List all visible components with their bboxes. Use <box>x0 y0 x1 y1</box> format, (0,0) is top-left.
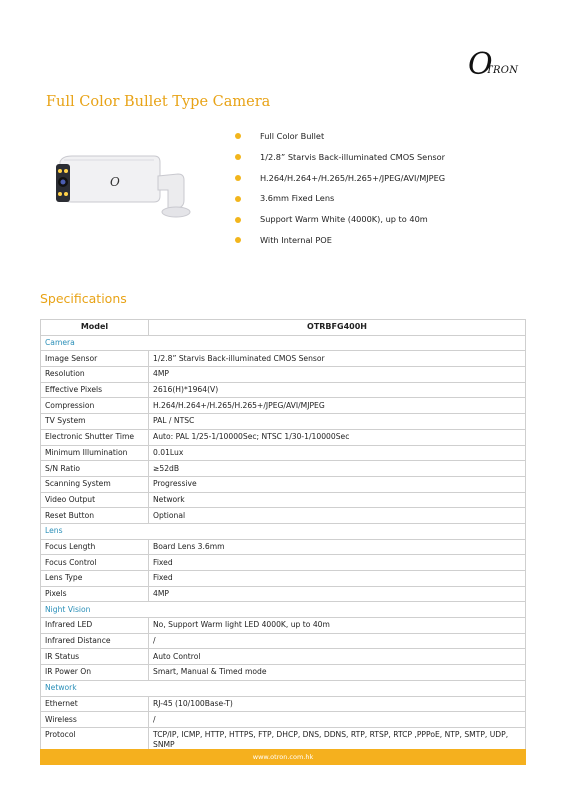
table-row <box>41 351 526 367</box>
table-row <box>41 633 526 649</box>
table-row <box>41 367 526 383</box>
feature-item <box>234 188 445 209</box>
spec-value: Progressive <box>149 476 526 492</box>
spec-value: Board Lens 3.6mm <box>149 539 526 555</box>
table-row <box>41 492 526 508</box>
spec-value: / <box>149 712 526 728</box>
bullet-icon <box>235 217 241 223</box>
feature-text: With Internal POE <box>260 234 332 245</box>
table-row <box>41 539 526 555</box>
spec-value: TCP/IP, ICMP, HTTP, HTTPS, FTP, DHCP, DNS, DDNS, RTP, RTSP, RTCP ,PPPoE, NTP, SMTP, UDP, SNMP <box>149 727 526 758</box>
table-row <box>41 429 526 445</box>
table-row <box>41 508 526 524</box>
spec-label: TV System <box>41 414 149 430</box>
spec-label: Pixels <box>41 586 149 602</box>
page-title: Full Color Bullet Type Camera <box>46 94 271 110</box>
feature-item <box>234 209 445 230</box>
spec-label: Infrared Distance <box>41 633 149 649</box>
spec-value: / <box>149 633 526 649</box>
spec-value: 4MP <box>149 367 526 383</box>
feature-text: 3.6mm Fixed Lens <box>260 193 335 204</box>
svg-text:O: O <box>110 175 120 189</box>
spec-value: Fixed <box>149 555 526 571</box>
table-row <box>41 414 526 430</box>
feature-item <box>234 147 445 168</box>
spec-value: Smart, Manual & Timed mode <box>149 665 526 681</box>
spec-value: PAL / NTSC <box>149 414 526 430</box>
table-row <box>41 665 526 681</box>
spec-label: Scanning System <box>41 476 149 492</box>
spec-label: Resolution <box>41 367 149 383</box>
spec-table-body <box>41 335 526 758</box>
spec-value: 2616(H)*1964(V) <box>149 382 526 398</box>
table-row <box>41 696 526 712</box>
spec-label: Protocol <box>41 727 149 758</box>
feature-item <box>234 230 445 251</box>
brand-logo <box>468 47 530 82</box>
table-row <box>41 398 526 414</box>
feature-text: Support Warm White (4000K), up to 40m <box>260 214 428 225</box>
section-label: Night Vision <box>41 602 526 618</box>
spec-value: Auto Control <box>149 649 526 665</box>
spec-label: S/N Ratio <box>41 461 149 477</box>
spec-value: Optional <box>149 508 526 524</box>
footer-website: www.otron.com.hk <box>40 749 526 765</box>
table-header-row <box>41 320 526 336</box>
logo-letter: O <box>468 47 493 82</box>
spec-label: Effective Pixels <box>41 382 149 398</box>
spec-label: Reset Button <box>41 508 149 524</box>
bullet-icon <box>235 133 241 139</box>
section-row <box>41 602 526 618</box>
spec-label: Infrared LED <box>41 618 149 634</box>
spec-value: 0.01Lux <box>149 445 526 461</box>
bullet-icon <box>235 154 241 160</box>
spec-table <box>40 319 526 759</box>
table-row <box>41 571 526 587</box>
feature-item <box>234 168 445 189</box>
spec-value: RJ-45 (10/100Base-T) <box>149 696 526 712</box>
spec-value: No, Support Warm light LED 4000K, up to 40m <box>149 618 526 634</box>
camera-image <box>50 150 200 220</box>
spec-value: Network <box>149 492 526 508</box>
header-model: Model <box>41 320 149 336</box>
feature-item <box>234 126 445 147</box>
table-row <box>41 586 526 602</box>
section-label: Network <box>41 680 526 696</box>
bullet-icon <box>235 175 241 181</box>
table-row <box>41 712 526 728</box>
spec-value: Auto: PAL 1/25-1/10000Sec; NTSC 1/30-1/10000Sec <box>149 429 526 445</box>
spec-label: Video Output <box>41 492 149 508</box>
feature-list <box>234 126 445 251</box>
spec-label: IR Power On <box>41 665 149 681</box>
spec-label: Compression <box>41 398 149 414</box>
spec-value: Fixed <box>149 571 526 587</box>
spec-label: IR Status <box>41 649 149 665</box>
feature-text: Full Color Bullet <box>260 131 325 141</box>
table-row <box>41 445 526 461</box>
feature-text: H.264/H.264+/H.265/H.265+/JPEG/AVI/MJPEG <box>260 172 446 183</box>
header-model-value: OTRBFG400H <box>149 320 526 336</box>
table-row <box>41 382 526 398</box>
spec-label: Electronic Shutter Time <box>41 429 149 445</box>
spec-value: H.264/H.264+/H.265/H.265+/JPEG/AVI/MJPEG <box>149 398 526 414</box>
table-row <box>41 649 526 665</box>
spec-label: Minimum Illumination <box>41 445 149 461</box>
table-row <box>41 618 526 634</box>
spec-label: Focus Length <box>41 539 149 555</box>
spec-label: Image Sensor <box>41 351 149 367</box>
bullet-icon <box>235 237 241 243</box>
spec-value: 1/2.8” Starvis Back-illuminated CMOS Sensor <box>149 351 526 367</box>
spec-label: Lens Type <box>41 571 149 587</box>
logo-text: TRON <box>486 65 519 76</box>
spec-label: Focus Control <box>41 555 149 571</box>
table-row <box>41 555 526 571</box>
spec-value: ≥52dB <box>149 461 526 477</box>
spec-label: Ethernet <box>41 696 149 712</box>
spec-label: Wireless <box>41 712 149 728</box>
table-row <box>41 476 526 492</box>
specifications-heading: Specifications <box>40 291 127 306</box>
section-label: Camera <box>41 335 526 351</box>
section-row <box>41 680 526 696</box>
feature-text: 1/2.8” Starvis Back-illuminated CMOS Sensor <box>260 151 446 162</box>
section-row <box>41 335 526 351</box>
spec-value: 4MP <box>149 586 526 602</box>
table-row <box>41 461 526 477</box>
section-label: Lens <box>41 523 526 539</box>
bullet-icon <box>235 196 241 202</box>
section-row <box>41 523 526 539</box>
